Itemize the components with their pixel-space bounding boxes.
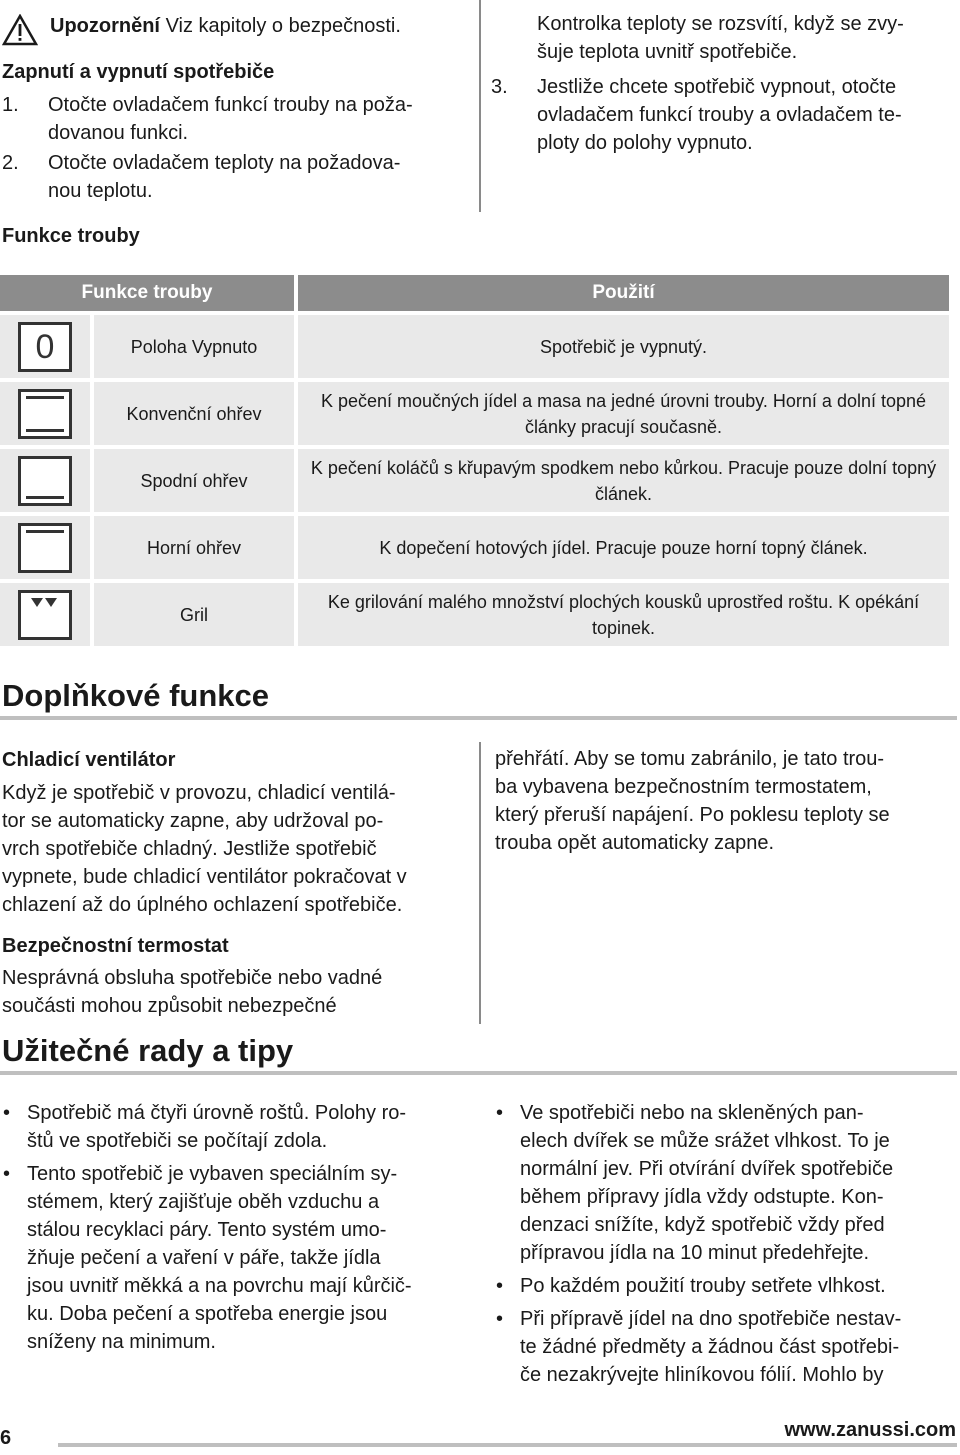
tips-title: Užitečné rady a tipy <box>2 1033 294 1068</box>
list-item: • Po každém použití trouby setřete vlhkost. <box>496 1275 886 1297</box>
table-row <box>0 315 949 378</box>
warning-text: Viz kapitoly o bezpečnosti. <box>165 15 401 37</box>
onoff-step-3: 3. Jestliže chcete spotřebič vypnout, otočte ovladačem funkcí trouby a ovladačem te- ploty do polohy vypnuto. <box>491 76 902 154</box>
additional-functions-title: Doplňkové funkce <box>2 678 269 713</box>
indicator-text: Kontrolka teploty se rozsvítí, když se zvy- šuje teplota uvnitř spotřebiče. <box>537 13 904 63</box>
grill-icon <box>18 590 72 640</box>
function-use: K dopečení hotových jídel. Pracuje pouze horní topný článek. <box>298 516 949 579</box>
table-row <box>0 583 949 646</box>
cooling-fan-text: Když je spotřebič v provozu, chladicí ventilá- tor se automaticky zapne, aby udržoval po- vrch spotřebiče chladný. Jestliže spotřebič vypnete, bude chladicí ventilátor pokračovat v chlazení až do úplného ochlazení spotřebiče. <box>2 782 407 916</box>
onoff-step: 1. Otočte ovladačem funkcí trouby na poža- dovanou funkci. <box>2 94 413 144</box>
section-rule <box>0 716 957 720</box>
list-item: • Při přípravě jídel na dno spotřebiče nestav- te žádné předměty a žádnou část spotřebi- če nezakrývejte hliníkovou fólií. Mohlo by <box>496 1308 902 1386</box>
footer-rule <box>58 1443 957 1447</box>
list-item: • Spotřebič má čtyři úrovně roštů. Polohy ro- štů ve spotřebiči se počítají zdola. <box>3 1102 407 1152</box>
warning-label: Upozornění <box>50 15 160 37</box>
function-name: Spodní ohřev <box>94 449 294 512</box>
function-name: Poloha Vypnuto <box>94 315 294 378</box>
function-name: Gril <box>94 583 294 646</box>
column-divider <box>479 742 481 1024</box>
table-row <box>0 449 949 512</box>
function-use: Ke grilování malého množství plochých kousků uprostřed roštu. K opékání topinek. <box>298 583 949 646</box>
tips-list-left <box>2 1099 472 1361</box>
section-rule <box>0 1071 957 1075</box>
table-row <box>0 516 949 579</box>
thermostat-text-continued: přehřátí. Aby se tomu zabránilo, je tato trou- ba vybavena bezpečnostním termostatem, který přeruší napájení. Po poklesu teploty se trouba opět automaticky zapne. <box>495 748 890 854</box>
oven-functions-title: Funkce trouby <box>2 225 140 247</box>
off-zero-icon: 0 <box>18 322 72 372</box>
function-use: K pečení moučných jídel a masa na jedné úrovni trouby. Horní a dolní topné články pracují současně. <box>298 382 949 445</box>
tips-list-right <box>495 1099 957 1394</box>
cooling-fan-title: Chladicí ventilátor <box>2 749 176 771</box>
top-heat-icon <box>18 523 72 573</box>
header-function: Funkce trouby <box>0 275 294 311</box>
function-use: K pečení koláčů s křupavým spodkem nebo kůrkou. Pracuje pouze dolní topný článek. <box>298 449 949 512</box>
function-name: Konvenční ohřev <box>94 382 294 445</box>
table-row <box>0 382 949 445</box>
warning-triangle-icon <box>2 14 38 46</box>
oven-functions-table <box>0 271 953 650</box>
list-item: • Tento spotřebič je vybaven speciálním sy- stémem, který zajišťuje oběh vzduchu a stálou recyklaci páry. Tento systém umo- žňuje pečení a vaření v páře, takže jídla jsou uvnitř měkká a na povrchu mají kůrčič- ku. Doba pečení a spotřeba energie jsou sníženy na minimum. <box>3 1163 412 1353</box>
page-number: 6 <box>0 1427 12 1449</box>
column-divider <box>479 0 481 212</box>
thermostat-title: Bezpečnostní termostat <box>2 935 229 957</box>
onoff-title: Zapnutí a vypnutí spotřebiče <box>2 61 275 83</box>
function-name: Horní ohřev <box>94 516 294 579</box>
onoff-step: 2. Otočte ovladačem teploty na požadova- nou teplotu. <box>2 152 401 202</box>
list-item: • Ve spotřebiči nebo na skleněných pan- elech dvířek se může srážet vlhkost. To je normální jev. Při otvírání dvířek spotřebiče během přípravy jídla vždy odstupte. Kon- denzaci snížíte, když spotřebič vždy před přípravou jídla na 10 minut předehřejte. <box>496 1102 894 1264</box>
onoff-steps <box>2 91 462 205</box>
top-bottom-heat-icon <box>18 389 72 439</box>
function-use: Spotřebič je vypnutý. <box>298 315 949 378</box>
thermostat-text: Nesprávná obsluha spotřebiče nebo vadné součásti mohou způsobit nebezpečné <box>2 967 383 1017</box>
bottom-heat-icon <box>18 456 72 506</box>
website-link[interactable]: www.zanussi.com <box>784 1419 956 1441</box>
header-use: Použití <box>298 275 949 311</box>
